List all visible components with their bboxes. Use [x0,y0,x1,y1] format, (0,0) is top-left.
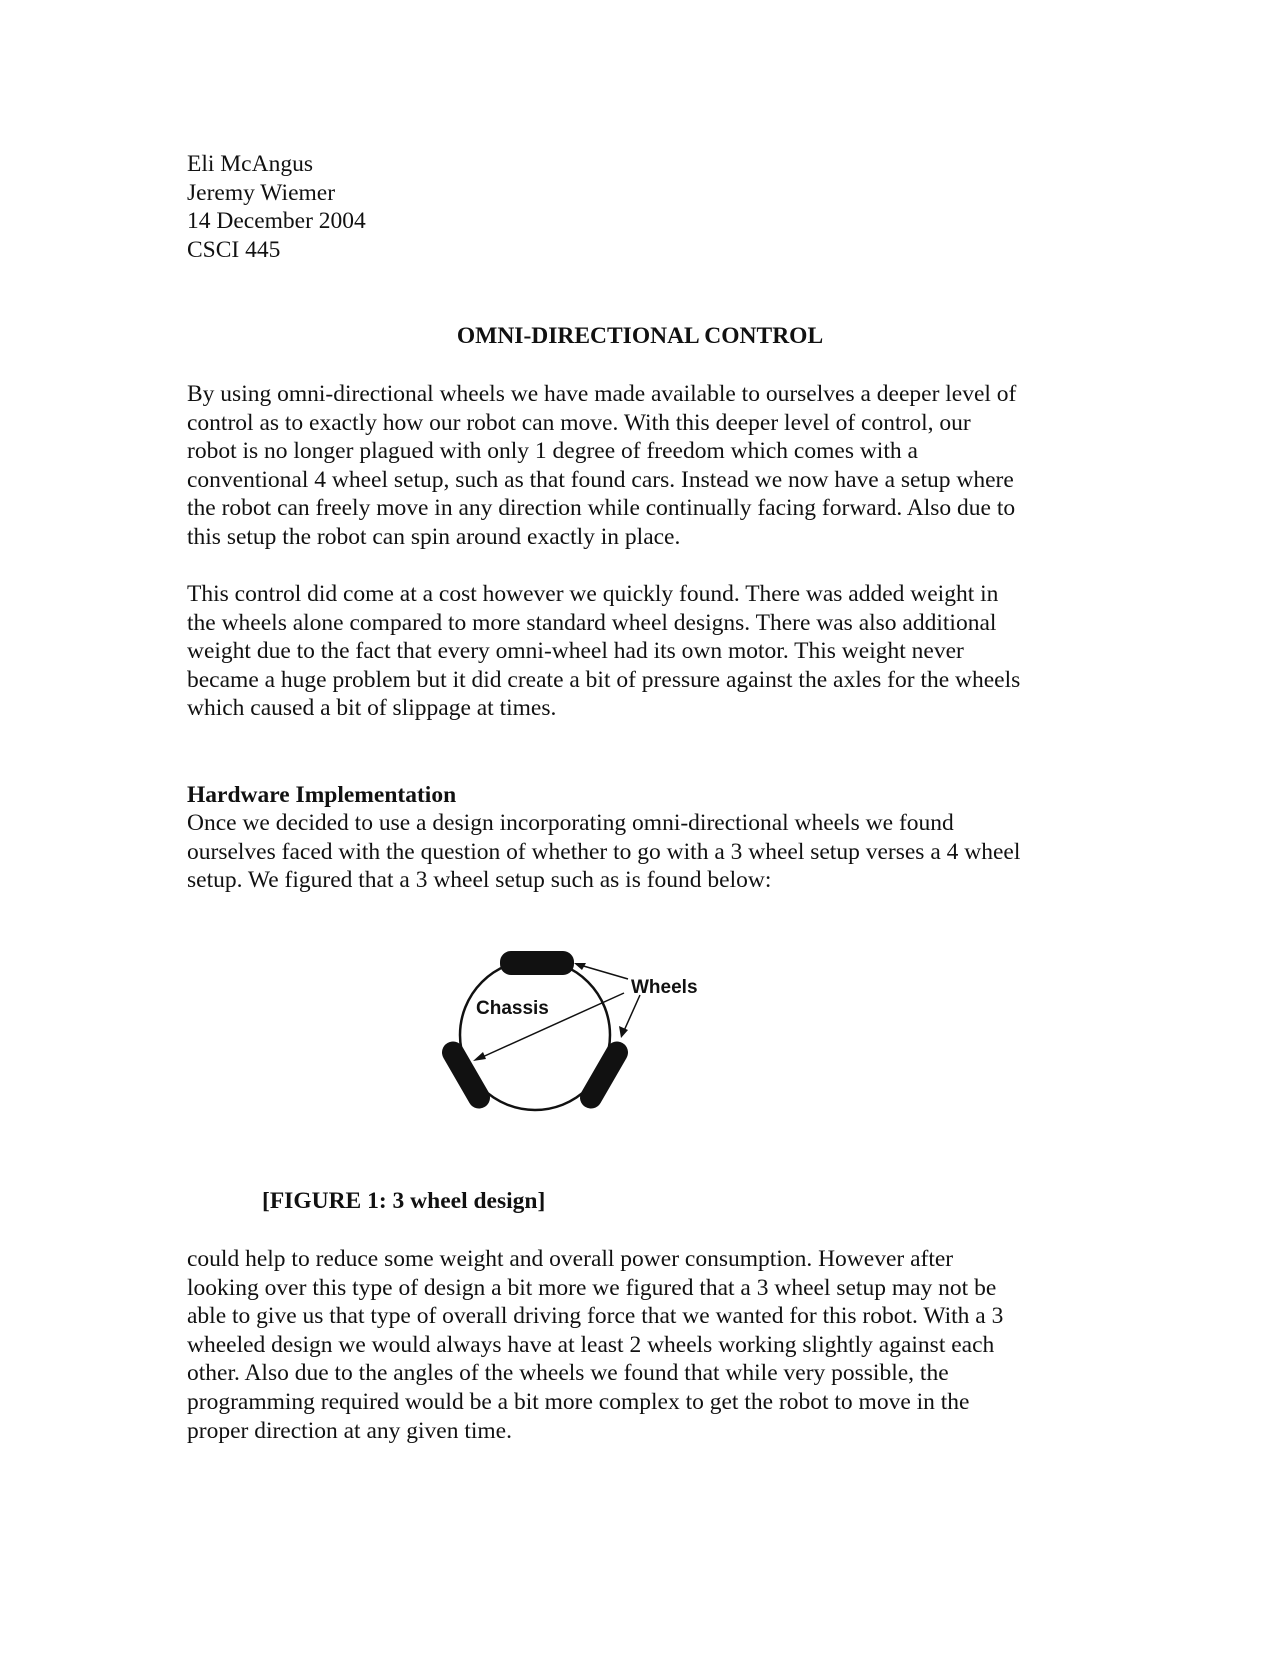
paragraph-line: control as to exactly how our robot can move. With this deeper level of control, our [187,409,971,436]
document-title: OMNI-DIRECTIONAL CONTROL [456,323,824,349]
paragraph-line: This control did come at a cost however we quickly found. There was added weight in [187,581,999,607]
paragraph-hardware [187,809,1087,895]
paragraph-line: which caused a bit of slippage at times. [187,695,557,722]
paragraph-line: conventional 4 wheel setup, such as that found cars. Instead we now have a setup where [187,466,1014,493]
paragraph-line: ourselves faced with the question of whether to go with a 3 wheel setup verses a 4 wheel [187,838,1021,865]
wheels-label: Wheels [631,977,698,998]
paragraph-analysis [187,1245,1087,1445]
paragraph-line: able to give us that type of overall driving force that we wanted for this robot. With a 3 [187,1303,1004,1330]
paragraph-line: setup. We figured that a 3 wheel setup such as is found below: [187,867,772,894]
left-wheel [440,1037,494,1112]
paragraph-line: wheeled design we would always have at least 2 wheels working slightly against each [187,1331,995,1358]
author-header [187,150,1087,264]
paragraph-line: other. Also due to the angles of the wheels we found that while very possible, the [187,1360,949,1387]
author-name-2: Jeremy Wiemer [187,179,336,206]
paragraph-line: By using omni-directional wheels we have made available to ourselves a deeper level of [187,381,1017,407]
paragraph-line: programming required would be a bit more complex to get the robot to move in the [187,1388,970,1415]
three-wheel-diagram [440,940,730,1125]
arrow-head-right [619,1026,628,1038]
paragraph-line: Once we decided to use a design incorporating omni-directional wheels we found [187,810,954,836]
paragraph-line: weight due to the fact that every omni-wheel had its own motor. This weight never [187,638,964,665]
chassis-label: Chassis [476,998,549,1019]
paragraph-cost [187,580,1087,723]
right-wheel [576,1037,632,1112]
paragraph-line: robot is no longer plagued with only 1 degree of freedom which comes with a [187,438,918,465]
paragraph-line: proper direction at any given time. [187,1417,512,1444]
paragraph-line: this setup the robot can spin around exactly in place. [187,523,681,550]
author-name-1: Eli McAngus [187,151,313,177]
arrow-line-top [580,965,628,979]
paragraph-line: became a huge problem but it did create a bit of pressure against the axles for the wheels [187,666,1021,693]
paragraph-line: the robot can freely move in any direction while continually facing forward. Also due to [187,495,1016,522]
paragraph-line: could help to reduce some weight and overall power consumption. However after [187,1246,954,1272]
paragraph-intro [187,380,1087,552]
arrow-line-right [623,995,640,1033]
top-wheel [500,951,574,975]
section-heading-hardware: Hardware Implementation [187,782,457,808]
arrow-head-chassis [473,1052,486,1061]
document-date: 14 December 2004 [187,208,366,235]
course-code: CSCI 445 [187,236,281,263]
paragraph-line: looking over this type of design a bit more we figured that a 3 wheel setup may not be [187,1274,997,1301]
figure-caption: [FIGURE 1: 3 wheel design] [262,1188,546,1214]
paragraph-line: the wheels alone compared to more standard wheel designs. There was also additional [187,609,997,636]
